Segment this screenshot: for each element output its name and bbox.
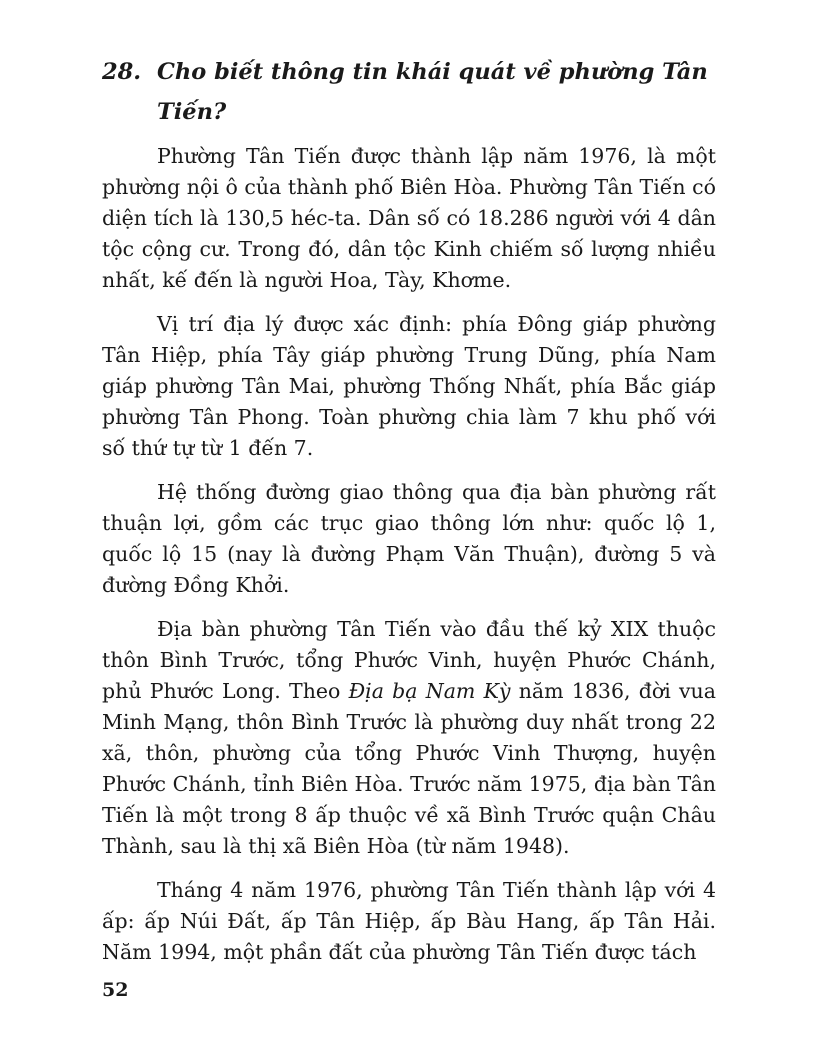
paragraph-establishment: Tháng 4 năm 1976, phường Tân Tiến thành lập với 4 ấp: ấp Núi Đất, ấp Tân Hiệp, ấp Bàu Hang, ấp Tân Hải. Năm 1994, một phần đất của phường Tân Tiến được tách bbox=[102, 878, 716, 964]
paragraph-history bbox=[102, 614, 716, 862]
history-text-before: Địa bàn phường Tân Tiến vào đầu thế kỷ XIX thuộc thôn Bình Trước, tổng Phước Vinh, huyện Phước Chánh, phủ Phước Long. Theo bbox=[102, 617, 716, 703]
history-text-after: năm 1836, đời vua Minh Mạng, thôn Bình Trước là phường duy nhất trong 22 xã, thôn, phường của tổng Phước Vinh Thượng, huyện Phước Chánh, tỉnh Biên Hòa. Trước năm 1975, địa bàn Tân Tiến là một trong 8 ấp thuộc về xã Bình Trước quận Châu Thành, sau là thị xã Biên Hòa (từ năm 1948). bbox=[102, 679, 716, 858]
paragraph-overview: Phường Tân Tiến được thành lập năm 1976, là một phường nội ô của thành phố Biên Hòa. Phường Tân Tiến có diện tích là 130,5 héc-ta. Dân số có 18.286 người với 4 dân tộc cộng cư. Trong đó, dân tộc Kinh chiếm số lượng nhiều nhất, kế đến là người Hoa, Tày, Khơme. bbox=[102, 144, 716, 292]
page-content bbox=[102, 52, 716, 981]
paragraph-transport: Hệ thống đường giao thông qua địa bàn phường rất thuận lợi, gồm các trục giao thông lớn như: quốc lộ 1, quốc lộ 15 (nay là đường Phạm Văn Thuận), đường 5 và đường Đồng Khởi. bbox=[102, 480, 716, 597]
book-title: Địa bạ Nam Kỳ bbox=[348, 679, 511, 703]
page-number: 52 bbox=[102, 979, 129, 1001]
question-title: Cho biết thông tin khái quát về phường Tân Tiến? bbox=[157, 59, 708, 125]
section-heading bbox=[102, 52, 716, 132]
question-number: 28. bbox=[102, 59, 142, 85]
paragraph-location: Vị trí địa lý được xác định: phía Đông giáp phường Tân Hiệp, phía Tây giáp phường Trung Dũng, phía Nam giáp phường Tân Mai, phường Thống Nhất, phía Bắc giáp phường Tân Phong. Toàn phường chia làm 7 khu phố với số thứ tự từ 1 đến 7. bbox=[102, 312, 716, 460]
